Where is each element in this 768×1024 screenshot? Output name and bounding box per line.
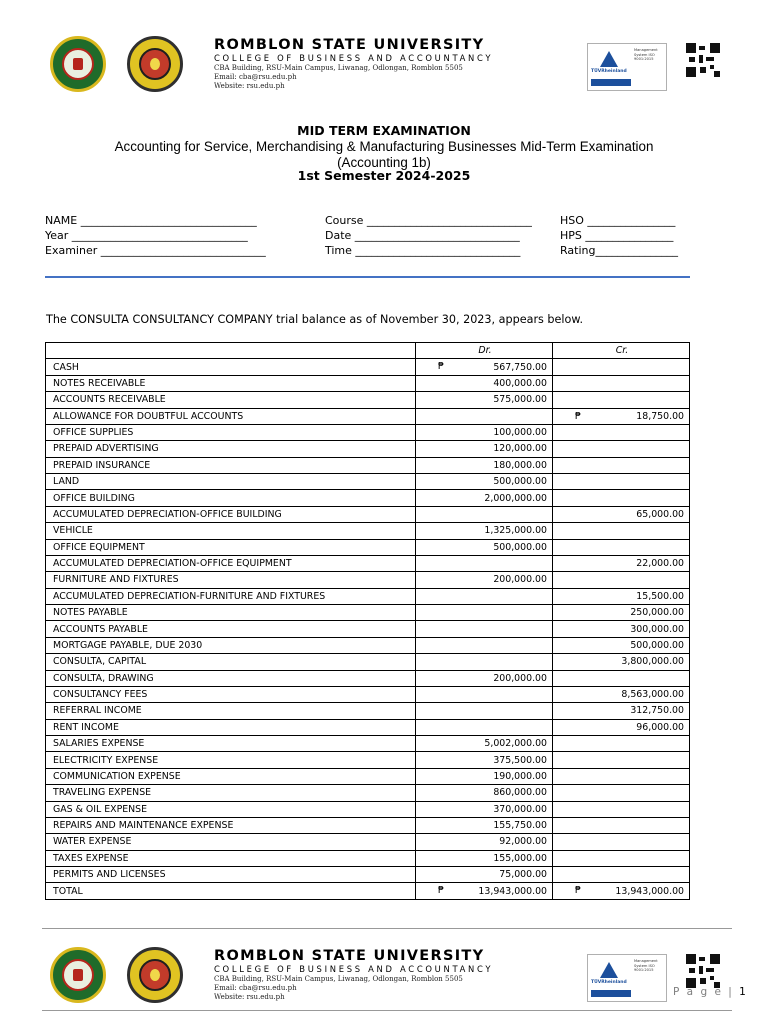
debit-amount <box>416 408 553 424</box>
problem-statement: The CONSULTA CONSULTANCY COMPANY trial balance as of November 30, 2023, appears below. <box>46 313 584 326</box>
hso-field[interactable]: HSO ________________ <box>560 214 676 227</box>
credit-amount <box>553 605 690 621</box>
iso-certification-badge <box>587 954 667 1002</box>
table-row <box>46 850 690 866</box>
table-row <box>46 736 690 752</box>
table-row <box>46 539 690 555</box>
exam-course-code: (Accounting 1b) <box>337 155 431 170</box>
university-info <box>214 948 493 1002</box>
table-row <box>46 441 690 457</box>
credit-amount <box>553 457 690 473</box>
table-row <box>46 375 690 391</box>
table-row <box>46 588 690 604</box>
credit-amount <box>553 801 690 817</box>
account-name: ALLOWANCE FOR DOUBTFUL ACCOUNTS <box>46 408 416 424</box>
table-row <box>46 474 690 490</box>
credit-amount <box>553 686 690 702</box>
table-row <box>46 490 690 506</box>
table-row <box>46 506 690 522</box>
credit-amount <box>553 359 690 375</box>
debit-header: Dr. <box>416 343 553 359</box>
table-row <box>46 605 690 621</box>
debit-value: 370,000.00 <box>493 803 547 815</box>
account-name: RENT INCOME <box>46 719 416 735</box>
table-row <box>46 801 690 817</box>
debit-value: 860,000.00 <box>493 787 547 799</box>
account-name: PREPAID INSURANCE <box>46 457 416 473</box>
peso-sign: ₱ <box>575 410 581 422</box>
credit-amount <box>553 408 690 424</box>
credit-value: 8,563,000.00 <box>621 689 684 701</box>
credit-amount <box>553 768 690 784</box>
debit-value: 180,000.00 <box>493 459 547 471</box>
college-name: COLLEGE OF BUSINESS AND ACCOUNTANCY <box>214 53 494 63</box>
college-email: Email: cba@rsu.edu.ph <box>214 984 297 993</box>
date-field[interactable]: Date ______________________________ <box>325 228 520 242</box>
peso-sign: ₱ <box>438 885 444 897</box>
credit-amount <box>553 703 690 719</box>
college-website: Website: rsu.edu.ph <box>214 993 285 1002</box>
credit-amount <box>553 785 690 801</box>
debit-value: 1,325,000.00 <box>484 525 547 537</box>
account-name: CONSULTANCY FEES <box>46 686 416 702</box>
debit-value: 100,000.00 <box>493 427 547 439</box>
account-name: REPAIRS AND MAINTENANCE EXPENSE <box>46 817 416 833</box>
debit-amount <box>416 719 553 735</box>
table-row <box>46 555 690 571</box>
credit-value: 500,000.00 <box>630 639 684 651</box>
exam-title: MID TERM EXAMINATION <box>297 123 471 138</box>
credit-amount <box>553 588 690 604</box>
debit-value: 92,000.00 <box>499 836 547 848</box>
debit-amount <box>416 441 553 457</box>
credit-amount <box>553 490 690 506</box>
university-name: ROMBLON STATE UNIVERSITY <box>214 948 485 964</box>
college-seal-logo <box>127 36 183 92</box>
table-row <box>46 392 690 408</box>
page-label: P a g e | <box>673 986 734 998</box>
footer-bottom-rule <box>42 1010 732 1011</box>
debit-value: 13,943,000.00 <box>478 885 547 897</box>
exam-subject <box>0 139 768 171</box>
course-field[interactable]: Course ______________________________ <box>325 214 532 227</box>
debit-value: 190,000.00 <box>493 770 547 782</box>
iso-certification-badge <box>587 43 667 91</box>
credit-amount <box>553 670 690 686</box>
qr-code-icon <box>685 42 719 76</box>
tuv-triangle-icon <box>600 962 618 978</box>
credit-amount <box>553 375 690 391</box>
table-row <box>46 834 690 850</box>
account-name: ACCUMULATED DEPRECIATION-OFFICE BUILDING <box>46 506 416 522</box>
debit-value: 75,000.00 <box>499 869 547 881</box>
table-row <box>46 654 690 670</box>
hps-field[interactable]: HPS ________________ <box>560 228 674 242</box>
table-row <box>46 768 690 784</box>
debit-amount <box>416 572 553 588</box>
account-name: REFERRAL INCOME <box>46 703 416 719</box>
credit-value: 65,000.00 <box>636 508 684 520</box>
college-website: Website: rsu.edu.ph <box>214 82 285 91</box>
credit-amount <box>553 523 690 539</box>
credit-value: 15,500.00 <box>636 590 684 602</box>
debit-value: 2,000,000.00 <box>484 492 547 504</box>
account-name: WATER EXPENSE <box>46 834 416 850</box>
debit-value: 575,000.00 <box>493 394 547 406</box>
debit-amount <box>416 359 553 375</box>
credit-value: 250,000.00 <box>630 607 684 619</box>
credit-amount <box>553 539 690 555</box>
tuv-triangle-icon <box>600 51 618 67</box>
credit-amount <box>553 506 690 522</box>
account-name: CONSULTA, CAPITAL <box>46 654 416 670</box>
university-name: ROMBLON STATE UNIVERSITY <box>214 37 485 53</box>
rating-field[interactable]: Rating_______________ <box>560 243 678 257</box>
letterhead-top <box>42 34 732 96</box>
credit-header: Cr. <box>553 343 690 359</box>
debit-amount <box>416 637 553 653</box>
account-name: FURNITURE AND FIXTURES <box>46 572 416 588</box>
cert-text: Management System ISO 9001:2015 <box>634 48 658 62</box>
account-name: OFFICE SUPPLIES <box>46 424 416 440</box>
debit-amount <box>416 867 553 883</box>
account-name: OFFICE BUILDING <box>46 490 416 506</box>
table-row <box>46 457 690 473</box>
account-name: ACCUMULATED DEPRECIATION-OFFICE EQUIPMENT <box>46 555 416 571</box>
credit-amount <box>553 654 690 670</box>
table-row <box>46 703 690 719</box>
debit-amount <box>416 670 553 686</box>
debit-amount <box>416 736 553 752</box>
table-row <box>46 670 690 686</box>
name-field[interactable]: NAME ________________________________ <box>45 214 257 227</box>
debit-value: 155,000.00 <box>493 852 547 864</box>
debit-amount <box>416 539 553 555</box>
debit-amount <box>416 817 553 833</box>
university-seal-logo <box>50 947 106 1003</box>
credit-amount <box>553 883 690 899</box>
page-number-value: 1 <box>739 986 746 998</box>
table-row <box>46 572 690 588</box>
table-header-row <box>46 343 690 359</box>
debit-amount <box>416 883 553 899</box>
college-seal-logo <box>127 947 183 1003</box>
debit-amount <box>416 605 553 621</box>
footer-divider <box>42 928 732 929</box>
debit-value: 500,000.00 <box>493 541 547 553</box>
table-row <box>46 719 690 735</box>
account-name: ACCUMULATED DEPRECIATION-FURNITURE AND FIXTURES <box>46 588 416 604</box>
credit-amount <box>553 850 690 866</box>
credit-value: 3,800,000.00 <box>621 656 684 668</box>
account-name: OFFICE EQUIPMENT <box>46 539 416 555</box>
table-row <box>46 867 690 883</box>
debit-amount <box>416 686 553 702</box>
college-address: CBA Building, RSU-Main Campus, Liwanag, Odlongan, Romblon 5505 <box>214 64 463 72</box>
account-name: CASH <box>46 359 416 375</box>
cert-label: TÜVRheinland <box>591 980 627 985</box>
debit-amount <box>416 785 553 801</box>
university-info <box>214 37 493 91</box>
account-header <box>46 343 416 359</box>
table-row <box>46 523 690 539</box>
debit-amount <box>416 834 553 850</box>
debit-amount <box>416 588 553 604</box>
credit-amount <box>553 572 690 588</box>
letterhead-bottom <box>42 945 732 1007</box>
credit-amount <box>553 555 690 571</box>
debit-amount <box>416 555 553 571</box>
credit-amount <box>553 736 690 752</box>
exam-semester: 1st Semester 2024-2025 <box>297 168 471 183</box>
debit-amount <box>416 621 553 637</box>
debit-value: 200,000.00 <box>493 574 547 586</box>
cert-label: TÜVRheinland <box>591 69 627 74</box>
credit-amount <box>553 834 690 850</box>
cert-text: Management System ISO 9001:2015 <box>634 959 658 973</box>
table-row <box>46 424 690 440</box>
debit-amount <box>416 457 553 473</box>
table-row <box>46 359 690 375</box>
credit-value: 96,000.00 <box>636 721 684 733</box>
credit-amount <box>553 752 690 768</box>
debit-amount <box>416 654 553 670</box>
debit-amount <box>416 703 553 719</box>
university-seal-logo <box>50 36 106 92</box>
credit-value: 13,943,000.00 <box>615 885 684 897</box>
account-name: COMMUNICATION EXPENSE <box>46 768 416 784</box>
debit-amount <box>416 850 553 866</box>
account-name: MORTGAGE PAYABLE, DUE 2030 <box>46 637 416 653</box>
debit-amount <box>416 506 553 522</box>
account-name: VEHICLE <box>46 523 416 539</box>
table-row <box>46 686 690 702</box>
credit-amount <box>553 474 690 490</box>
account-name: ELECTRICITY EXPENSE <box>46 752 416 768</box>
debit-value: 155,750.00 <box>493 820 547 832</box>
debit-amount <box>416 490 553 506</box>
debit-amount <box>416 523 553 539</box>
debit-value: 567,750.00 <box>493 361 547 373</box>
credit-amount <box>553 441 690 457</box>
debit-value: 200,000.00 <box>493 672 547 684</box>
debit-value: 500,000.00 <box>493 476 547 488</box>
debit-amount <box>416 474 553 490</box>
account-name: NOTES RECEIVABLE <box>46 375 416 391</box>
table-row <box>46 883 690 899</box>
account-name: SALARIES EXPENSE <box>46 736 416 752</box>
credit-amount <box>553 392 690 408</box>
debit-amount <box>416 752 553 768</box>
divider <box>45 276 690 278</box>
debit-value: 375,500.00 <box>493 754 547 766</box>
account-name: NOTES PAYABLE <box>46 605 416 621</box>
table-row <box>46 817 690 833</box>
debit-amount <box>416 375 553 391</box>
credit-value: 312,750.00 <box>630 705 684 717</box>
credit-value: 22,000.00 <box>636 558 684 570</box>
credit-amount <box>553 424 690 440</box>
credit-amount <box>553 817 690 833</box>
account-name: LAND <box>46 474 416 490</box>
credit-value: 18,750.00 <box>636 410 684 422</box>
college-address: CBA Building, RSU-Main Campus, Liwanag, Odlongan, Romblon 5505 <box>214 975 463 983</box>
account-name: CONSULTA, DRAWING <box>46 670 416 686</box>
table-row <box>46 408 690 424</box>
debit-amount <box>416 392 553 408</box>
credit-value: 300,000.00 <box>630 623 684 635</box>
trial-balance-table <box>45 342 690 900</box>
credit-amount <box>553 719 690 735</box>
qr-code-icon <box>685 953 719 987</box>
account-name: ACCOUNTS RECEIVABLE <box>46 392 416 408</box>
table-row <box>46 637 690 653</box>
table-row <box>46 752 690 768</box>
account-name: TAXES EXPENSE <box>46 850 416 866</box>
account-name: PREPAID ADVERTISING <box>46 441 416 457</box>
exam-subject-line: Accounting for Service, Merchandising & Manufacturing Businesses Mid-Term Examination <box>114 139 654 154</box>
debit-amount <box>416 801 553 817</box>
college-email: Email: cba@rsu.edu.ph <box>214 73 297 82</box>
account-name: TRAVELING EXPENSE <box>46 785 416 801</box>
credit-amount <box>553 637 690 653</box>
table-row <box>46 785 690 801</box>
account-name: ACCOUNTS PAYABLE <box>46 621 416 637</box>
credit-amount <box>553 867 690 883</box>
credit-amount <box>553 621 690 637</box>
college-name: COLLEGE OF BUSINESS AND ACCOUNTANCY <box>214 964 494 974</box>
peso-sign: ₱ <box>438 361 444 373</box>
examiner-field[interactable]: Examiner ______________________________ <box>45 243 266 257</box>
peso-sign: ₱ <box>575 885 581 897</box>
page-number <box>673 986 746 998</box>
account-name: PERMITS AND LICENSES <box>46 867 416 883</box>
time-field[interactable]: Time ______________________________ <box>325 243 521 257</box>
account-name: TOTAL <box>46 883 416 899</box>
debit-value: 400,000.00 <box>493 377 547 389</box>
year-field[interactable]: Year ________________________________ <box>45 228 248 242</box>
debit-amount <box>416 768 553 784</box>
debit-value: 5,002,000.00 <box>484 738 547 750</box>
table-row <box>46 621 690 637</box>
debit-amount <box>416 424 553 440</box>
account-name: GAS & OIL EXPENSE <box>46 801 416 817</box>
debit-value: 120,000.00 <box>493 443 547 455</box>
